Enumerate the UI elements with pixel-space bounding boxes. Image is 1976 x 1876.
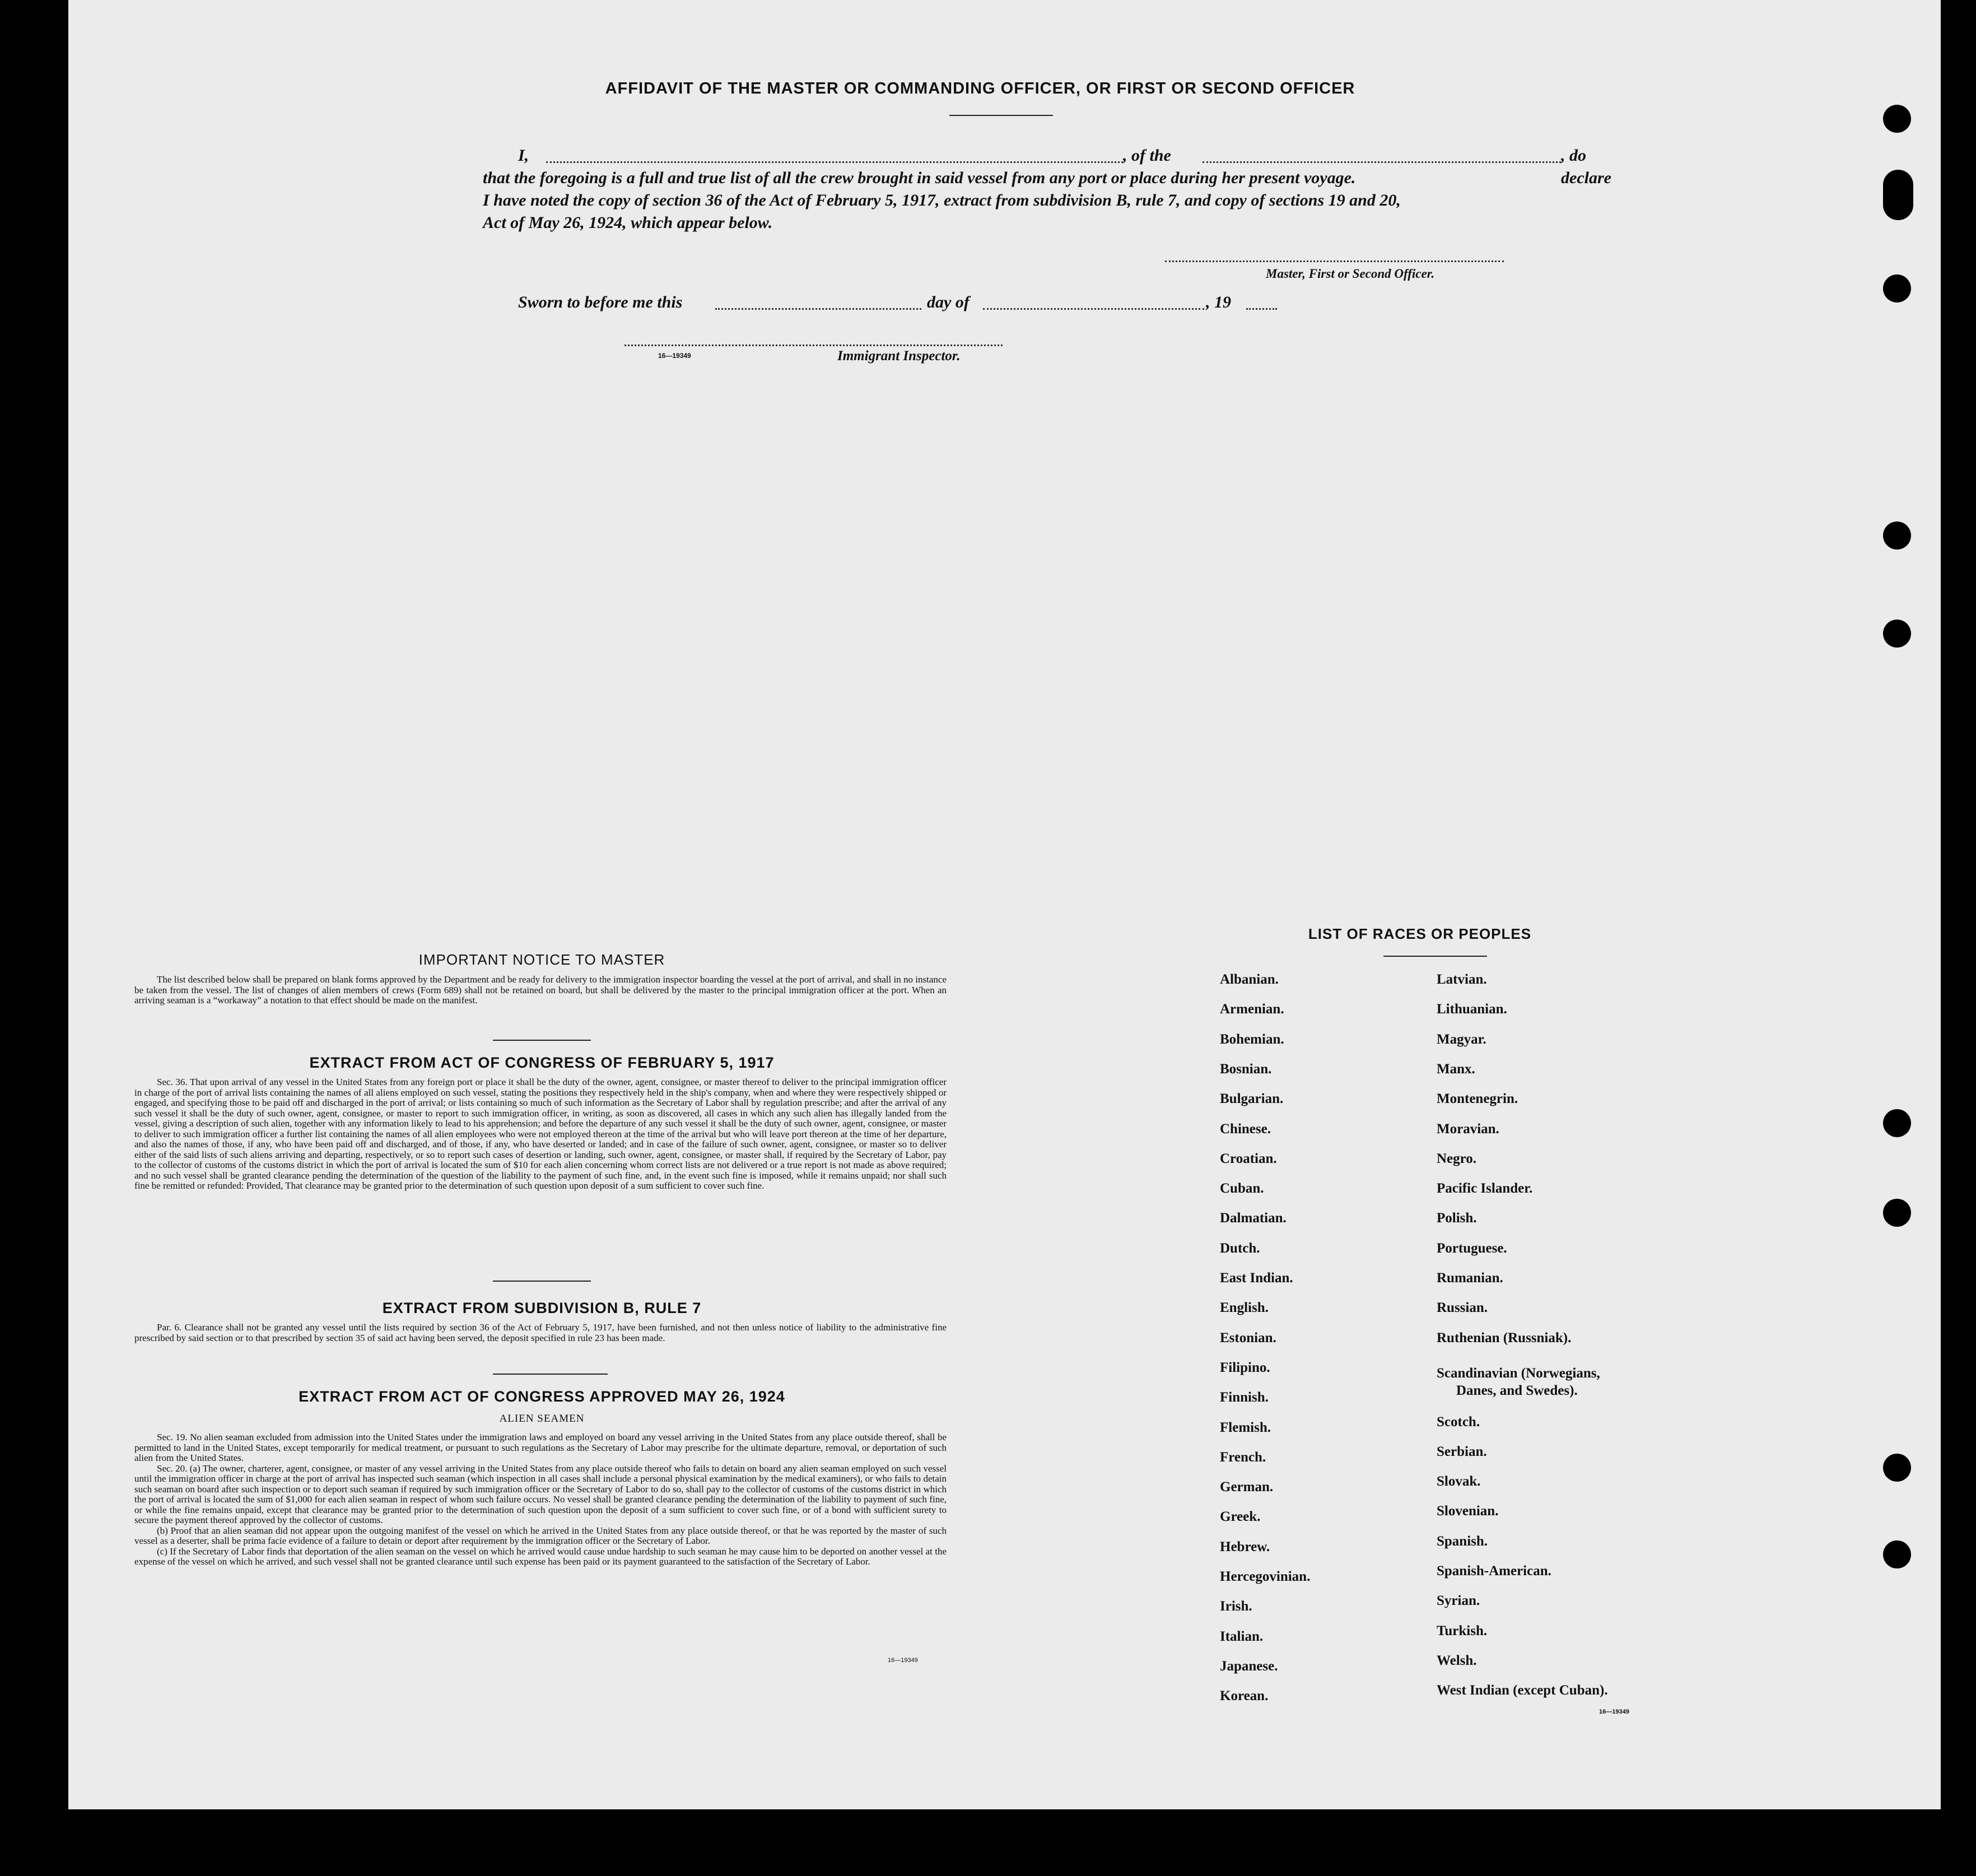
i-label: I, [518, 146, 529, 165]
punch-hole [1883, 1540, 1911, 1568]
paragraph-6: Par. 6. Clearance shall not be granted any vessel until the lists required by section 36 of the Act of February 5, 1917, have been furnished, and not then unless notice of liability to the administrative fine prescribed by said section or to that prescribed by section 35 of said act having been served, the deposit specified in rule 23 has been made. [134, 1322, 947, 1343]
race-item: Chinese. [1220, 1121, 1271, 1137]
alien-seamen-subtitle: ALIEN SEAMEN [499, 1413, 585, 1425]
affidavit-line3: I have noted the copy of section 36 of the Act of February 5, 1917, extract from subdivision B, rule 7, and copy of sections 19 and 20, [483, 191, 1401, 210]
race-item: East Indian. [1220, 1270, 1293, 1286]
punch-hole [1883, 1199, 1911, 1227]
race-item: Hercegovinian. [1220, 1569, 1311, 1584]
race-item: Negro. [1437, 1151, 1477, 1166]
race-item: Magyar. [1437, 1031, 1486, 1047]
officer-label: Master, First or Second Officer. [1266, 267, 1435, 281]
race-item: Lithuanian. [1437, 1002, 1507, 1017]
notice-title: IMPORTANT NOTICE TO MASTER [418, 951, 665, 968]
race-item: Montenegrin. [1437, 1091, 1518, 1107]
extract-1924-text [134, 1432, 947, 1567]
affidavit-title: AFFIDAVIT OF THE MASTER OR COMMANDING OFFICER, OR FIRST OR SECOND OFFICER [605, 80, 1355, 97]
punch-hole [1883, 1454, 1911, 1482]
race-item: Pacific Islander. [1437, 1181, 1533, 1197]
punch-hole [1883, 274, 1911, 302]
year-label: , 19 [1206, 293, 1231, 311]
sworn-label: Sworn to before me this [518, 293, 683, 311]
rule-7-title: EXTRACT FROM SUBDIVISION B, RULE 7 [382, 1300, 702, 1316]
race-item: Bosnian. [1220, 1061, 1272, 1077]
race-item: Serbian. [1437, 1444, 1487, 1459]
sworn-day-field[interactable] [715, 308, 921, 310]
race-item: Flemish. [1220, 1419, 1271, 1435]
race-item: Dalmatian. [1220, 1211, 1287, 1226]
race-item: English. [1220, 1300, 1269, 1316]
section-divider [493, 1374, 608, 1375]
punch-hole [1883, 522, 1911, 550]
race-item: German. [1220, 1479, 1274, 1495]
section-divider [493, 1281, 591, 1282]
section-19-paragraph: Sec. 19. No alien seaman excluded from admission into the United States under the immigration laws and employed on board any vessel arriving in the United States from any place outside thereof, shall be permitted to land in the United States, except temporarily for medical treatment, or pursuant to such regulations as the Secretary of Labor may prescribe for the ultimate departure, removal, or deportation of such alien from the United States. [134, 1432, 947, 1463]
race-item: Latvian. [1437, 972, 1487, 987]
race-item: Portuguese. [1437, 1240, 1507, 1256]
punch-hole [1883, 620, 1911, 648]
race-item: Estonian. [1220, 1330, 1276, 1346]
sworn-year-field[interactable] [1246, 308, 1277, 310]
race-item: Welsh. [1437, 1652, 1477, 1668]
race-item: Italian. [1220, 1628, 1264, 1644]
race-item: Manx. [1437, 1061, 1475, 1077]
vessel-field[interactable] [1203, 161, 1561, 163]
extract-1917-title: EXTRACT FROM ACT OF CONGRESS OF FEBRUARY 5, 1917 [309, 1054, 775, 1071]
race-item: Bohemian. [1220, 1031, 1284, 1047]
affidavit-line2: that the foregoing is a full and true list of all the crew brought in said vessel from any port or place during her present voyage. [483, 169, 1356, 187]
section-20a-paragraph: Sec. 20. (a) The owner, charterer, agent, consignee, or master of any vessel arriving in the United States from any place outside thereof who fails to detain on board any alien seaman employed on such vessel until the immigration officer in charge at the port of arrival has inspected such seaman (which inspection in all cases shall include a personal physical examination by the medical examiners), or who fails to detain such seaman on board after such inspection or to deport such seaman if required by such immigration officer or the Secretary of Labor to do so, shall pay to the collector of customs of the customs district in which the port of arrival is located the sum of $1,000 for each alien seaman in respect of whom such failure occurs. No vessel shall be granted clearance pending the determination of the liability to payment of such fine, or while the fine remains unpaid, except that clearance may be granted prior to the determination of such question upon the deposit of a sum sufficient to cover such fine, or of a bond with sufficient surety to secure the payment thereof approved by the collector of customs. [134, 1463, 947, 1525]
race-item: West Indian (except Cuban). [1437, 1683, 1608, 1698]
race-item: Polish. [1437, 1211, 1477, 1226]
extract-1917-text [134, 1077, 947, 1191]
affidavit-form-number: 16—19349 [658, 352, 691, 360]
affidavit-line4: Act of May 26, 1924, which appear below. [483, 213, 773, 232]
section-divider [493, 1040, 591, 1041]
extract-1924-title: EXTRACT FROM ACT OF CONGRESS APPROVED MAY 26, 1924 [299, 1388, 785, 1405]
race-item: Spanish. [1437, 1533, 1488, 1549]
race-item: Ruthenian (Russniak). [1437, 1330, 1572, 1346]
race-item: Bulgarian. [1220, 1091, 1284, 1107]
races-form-number: 16—19349 [1599, 1709, 1629, 1715]
race-item: Scotch. [1437, 1414, 1480, 1430]
race-item: French. [1220, 1449, 1266, 1465]
sworn-month-field[interactable] [983, 308, 1204, 310]
race-item: Finnish. [1220, 1390, 1269, 1405]
punch-hole [1883, 170, 1913, 220]
title-rule [949, 115, 1053, 116]
race-item: Rumanian. [1437, 1270, 1503, 1286]
race-item: Hebrew. [1220, 1539, 1270, 1554]
race-item: Moravian. [1437, 1121, 1499, 1137]
race-item: Korean. [1220, 1688, 1269, 1704]
notice-paragraph: The list described below shall be prepared on blank forms approved by the Department and be ready for delivery to the immigration inspector boarding the vessel at the port of arrival, and shall in no instance be taken from the vessel. The list of changes of alien members of crews (Form 689) shall not be retained on board, but shall be delivered by the master to the principal immigration officer at the port. When an arriving seaman is a “workaway” a notation to that effect should be made on the manifest. [134, 974, 947, 1006]
extract-form-number: 16—19349 [888, 1657, 918, 1664]
race-item: Albanian. [1220, 972, 1279, 987]
punch-hole [1883, 105, 1911, 133]
race-item: Slovak. [1437, 1474, 1481, 1489]
name-field[interactable] [546, 161, 1123, 163]
section-20c-paragraph: (c) If the Secretary of Labor finds that deportation of the alien seaman on the vessel on which he arrived would cause undue hardship to such seaman he may cause him to be deported on another vessel at the expense of the vessel on which he arrived, and such vessel shall not be granted clearance until such expense has been paid or its payment guaranteed to the satisfaction of the Secretary of Labor. [134, 1546, 947, 1567]
section-20b-paragraph: (b) Proof that an alien seaman did not appear upon the outgoing manifest of the vessel on which he arrived in the United States from any place outside thereof, or that he was reported by the master of such vessel as a deserter, shall be prima facie evidence of a failure to detain or deport after requirement by the immigration officer or the Secretary of Labor. [134, 1525, 947, 1546]
declare-label: , do declare [1561, 146, 1611, 187]
rule-7-text [134, 1323, 947, 1343]
race-item: Syrian. [1437, 1593, 1480, 1609]
race-item: Turkish. [1437, 1623, 1488, 1638]
race-item: Cuban. [1220, 1181, 1264, 1197]
race-item: Croatian. [1220, 1151, 1277, 1166]
sworn-line [518, 291, 1302, 314]
races-title-rule [1383, 956, 1487, 957]
race-item: Armenian. [1220, 1002, 1284, 1017]
day-of-label: day of [927, 293, 970, 311]
races-title: LIST OF RACES OR PEOPLES [1308, 925, 1532, 942]
inspector-label: Immigrant Inspector. [837, 348, 961, 364]
race-item: Spanish-American. [1437, 1563, 1551, 1579]
of-the-label: , of the [1123, 146, 1171, 165]
inspector-signature-field[interactable] [625, 345, 1003, 346]
race-item: Slovenian. [1437, 1503, 1499, 1519]
race-item: Filipino. [1220, 1360, 1270, 1375]
race-item: Dutch. [1220, 1240, 1260, 1256]
race-item: Danes, and Swedes). [1456, 1383, 1578, 1399]
race-item: Japanese. [1220, 1658, 1278, 1674]
race-item: Scandinavian (Norwegians, [1437, 1365, 1600, 1381]
section-36-paragraph: Sec. 36. That upon arrival of any vessel in the United States from any foreign port or place it shall be the duty of the owner, agent, consignee, or master thereof to deliver to the principal immigration officer in charge of the port of arrival lists containing the names of all aliens employed on such vessel, stating the positions they respectively held in the ship's company, when and where they were respectively shipped or engaged, and specifying those to be paid off and discharged in the port of arrival; or lists containing so much of such information as the Secretary of Labor shall by regulation prescribe; and after the arrival of any such vessel it shall be the duty of such owner, agent, consignee, or master to report to such immigration officer, in writing, as soon as discovered, all cases in which any such alien has illegally landed from the vessel, giving a description of such alien, together with any information likely to lead to his apprehension; and before the departure of any such vessel it shall be the duty of such owner, agent, consignee, or master to deliver to such immigration officer a further list containing the names of all alien employees who were not employed thereon at the time of the arrival but who will leave port thereon at the time of her departure, and also the names of those, if any, who have been paid off and discharged, and of those, if any, who have deserted or landed; and in case of the failure of such owner, agent, consignee, or master so to deliver either of the said lists of such aliens arriving and departing, respectively, or so to report such cases of desertion or landing, such owner, agent, consignee, or master shall, if required by the Secretary of Labor, pay to the collector of customs of the customs district in which the port of arrival is located the sum of $10 for each alien concerning whom correct lists are not delivered or a true report is not made as above required; and no such vessel shall be granted clearance pending the determination of the question of the liability to the payment of such fine, and, in the event such fine is imposed, while it remains unpaid; nor shall such fine be remitted or refunded: Provided, That clearance may be granted prior to the determination of such question upon deposit of a sum sufficient to cover such fine. [134, 1077, 947, 1191]
notice-text [134, 975, 947, 1006]
punch-hole [1883, 1109, 1911, 1137]
race-item: Greek. [1220, 1509, 1261, 1525]
officer-signature-field[interactable] [1165, 260, 1504, 262]
race-item: Russian. [1437, 1300, 1488, 1316]
race-item: Irish. [1220, 1599, 1252, 1614]
